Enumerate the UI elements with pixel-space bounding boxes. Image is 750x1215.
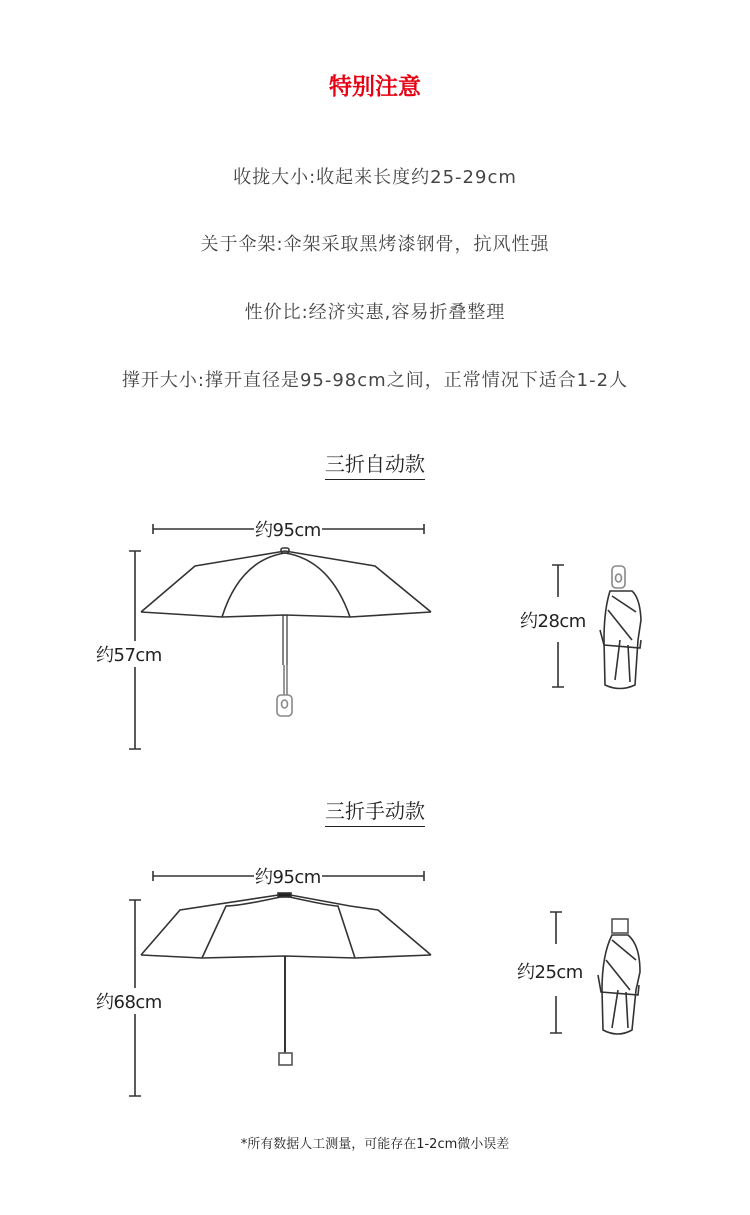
- manual-height-label: 约68cm: [95, 988, 163, 1014]
- manual-width-label: 约95cm: [254, 863, 322, 889]
- section-title-manual: [0, 795, 750, 824]
- spec-open-size: 撑开大小:撑开直径是95-98cm之间，正常情况下适合1-2人: [121, 370, 629, 391]
- auto-height-label: 约57cm: [95, 641, 163, 667]
- auto-folded-label: 约28cm: [519, 607, 587, 633]
- section-title-auto-text: 三折自动款: [325, 452, 425, 480]
- auto-open-umbrella-icon: [141, 548, 431, 716]
- section-title-manual-text: 三折手动款: [325, 799, 425, 827]
- spec-frame: 关于伞架:伞架采取黑烤漆钢骨，抗风性强: [200, 234, 550, 255]
- page-title: 特别注意: [329, 74, 421, 100]
- spec-folded-size: 收拢大小:收起来长度约25-29cm: [233, 167, 517, 188]
- manual-folded-label: 约25cm: [516, 958, 584, 984]
- manual-open-umbrella-icon: [141, 893, 431, 1065]
- section-title-auto: [0, 448, 750, 477]
- auto-folded-umbrella-icon: [600, 566, 641, 689]
- manual-folded-umbrella-icon: [598, 919, 640, 1034]
- auto-width-label: 约95cm: [254, 516, 322, 542]
- spec-value: 性价比:经济实惠,容易折叠整理: [244, 302, 506, 323]
- footnote: *所有数据人工测量，可能存在1-2cm微小误差: [240, 1137, 510, 1152]
